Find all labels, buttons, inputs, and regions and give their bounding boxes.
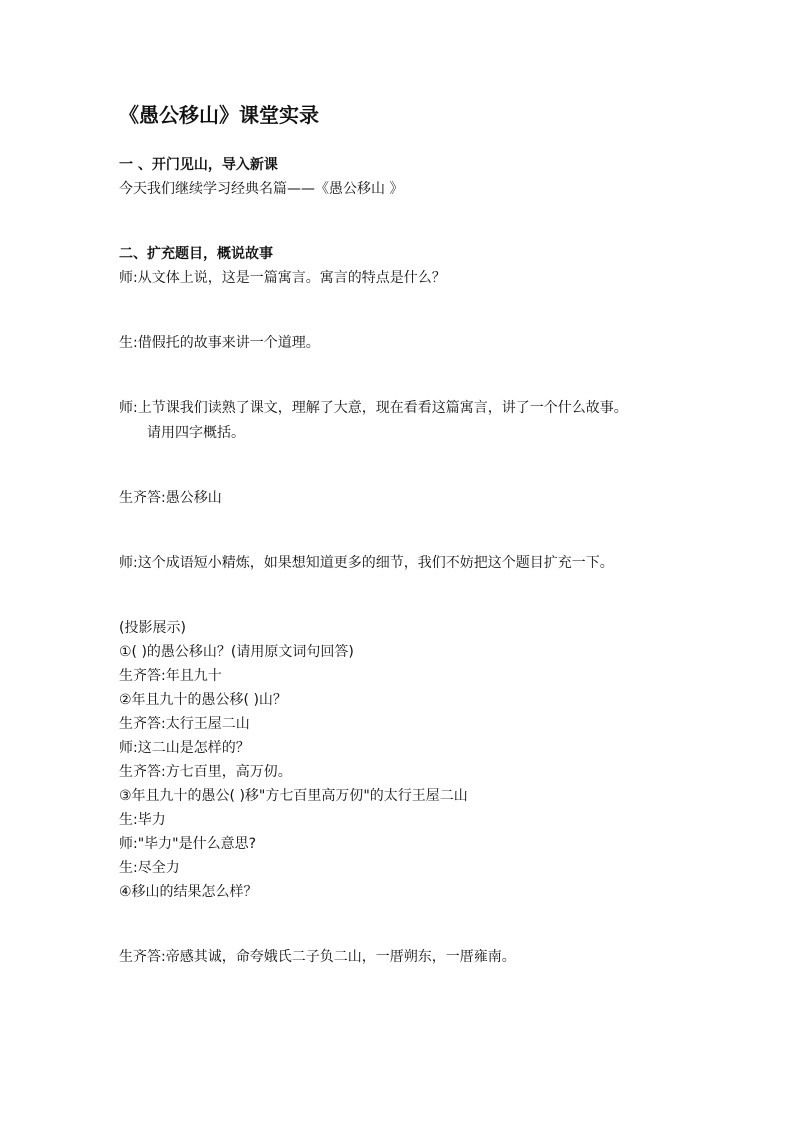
paragraph-line: 师:"毕力"是什么意思? bbox=[119, 836, 257, 852]
section-1-heading: 一 、开门见山，导入新课 bbox=[119, 157, 278, 173]
paragraph-line: ③年且九十的愚公( )移"方七百里高万仞"的太行王屋二山 bbox=[119, 788, 468, 804]
paragraph-line: (投影展示) bbox=[119, 620, 186, 636]
paragraph-line: 生齐答:方七百里，高万仞。 bbox=[119, 764, 292, 780]
paragraph-line: 生:毕力 bbox=[119, 812, 166, 828]
section-2-heading: 二、扩充题目，概说故事 bbox=[119, 246, 273, 262]
paragraph-line: ④移山的结果怎么样？ bbox=[119, 884, 258, 900]
paragraph-line: 生齐答:年且九十 bbox=[119, 668, 222, 684]
paragraph-line: 生齐答:太行王屋二山 bbox=[119, 716, 250, 732]
paragraph-line: 师:从文体上说，这是一篇寓言。寓言的特点是什么？ bbox=[119, 270, 446, 286]
paragraph-line: 师:这个成语短小精炼，如果想知道更多的细节，我们不妨把这个题目扩充一下。 bbox=[119, 555, 614, 571]
paragraph-line: 师:上节课我们读熟了课文，理解了大意，现在看看这篇寓言，讲了一个什么故事。 bbox=[119, 400, 628, 416]
section-1-text: 今天我们继续学习经典名篇——《愚公移山 》 bbox=[119, 181, 404, 197]
paragraph-line: ①( )的愚公移山？(请用原文词句回答) bbox=[119, 644, 354, 660]
paragraph-line: ②年且九十的愚公移( )山？ bbox=[119, 692, 287, 708]
document-title: 《愚公移山》课堂实录 bbox=[119, 103, 319, 127]
paragraph-line: 生:尽全力 bbox=[119, 860, 180, 876]
paragraph-line: 师:这二山是怎样的？ bbox=[119, 740, 250, 756]
paragraph-line: 请用四字概括。 bbox=[147, 425, 245, 441]
paragraph-line: 生:借假托的故事来讲一个道理。 bbox=[119, 335, 320, 351]
paragraph-line: 生齐答:愚公移山 bbox=[119, 490, 222, 506]
paragraph-line: 生齐答:帝感其诚，命夸娥氏二子负二山，一厝朔东，一厝雍南。 bbox=[119, 949, 516, 965]
